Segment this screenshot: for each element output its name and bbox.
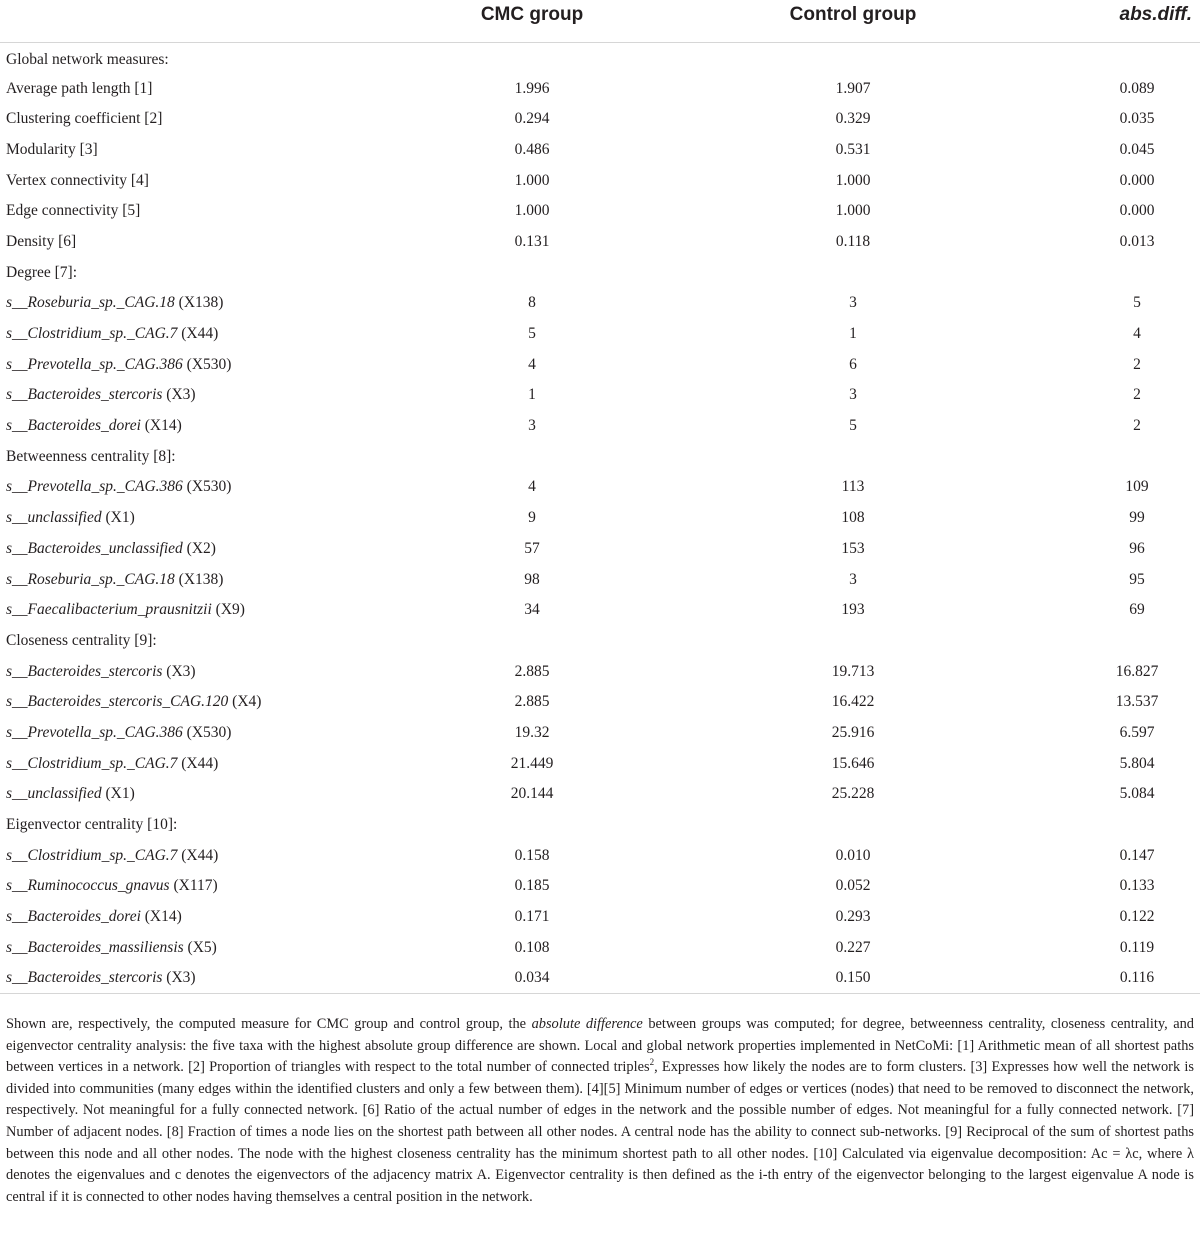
control-value: 1.000 — [835, 202, 871, 220]
table-row — [0, 748, 1200, 779]
footnote-italic-term: absolute difference — [531, 1016, 643, 1032]
control-value: 3 — [849, 570, 857, 588]
control-value: 15.646 — [831, 754, 875, 772]
table-row — [0, 135, 1200, 166]
table-row — [0, 779, 1200, 810]
row-label — [0, 595, 432, 626]
taxon-id: (X138) — [178, 570, 224, 588]
taxon-id: (X3) — [166, 386, 196, 404]
control-value: 5 — [849, 417, 857, 435]
control-value: 16.422 — [831, 693, 875, 711]
row-label — [0, 779, 432, 810]
table-row — [0, 227, 1200, 258]
abs-diff-value: 109 — [1125, 478, 1149, 496]
abs-diff-value: 0.035 — [1119, 110, 1155, 128]
taxon-name: s__Prevotella_sp._CAG.386 — [6, 723, 183, 741]
cmc-value: 0.294 — [514, 110, 550, 128]
section-row — [0, 441, 1200, 472]
abs-diff-value: 4 — [1133, 325, 1141, 343]
table-row — [0, 349, 1200, 380]
table-row — [0, 564, 1200, 595]
table-footnote — [6, 1014, 1194, 1208]
taxon-id: (X3) — [166, 662, 196, 680]
cmc-value: 1.000 — [514, 171, 550, 189]
cmc-value: 0.171 — [514, 908, 550, 926]
taxon-id: (X14) — [144, 908, 182, 926]
table-row — [0, 687, 1200, 718]
control-value: 19.713 — [831, 662, 875, 680]
abs-diff-value: 5 — [1133, 294, 1141, 312]
table-row — [0, 932, 1200, 963]
cmc-value: 2.885 — [514, 693, 550, 711]
taxon-name: s__unclassified — [6, 509, 102, 527]
taxon-name: s__Faecalibacterium_prausnitzii — [6, 601, 212, 619]
taxon-name: s__Bacteroides_dorei — [6, 417, 141, 435]
row-label — [0, 871, 432, 902]
control-value: 3 — [849, 386, 857, 404]
cmc-value: 21.449 — [510, 754, 554, 772]
section-row — [0, 626, 1200, 657]
table-row — [0, 319, 1200, 350]
abs-diff-value: 16.827 — [1115, 662, 1159, 680]
row-label — [0, 840, 432, 871]
table-row — [0, 963, 1200, 994]
cmc-value: 98 — [524, 570, 540, 588]
taxon-id: (X138) — [178, 294, 224, 312]
abs-diff-value: 0.133 — [1119, 877, 1155, 895]
abs-diff-value: 2 — [1133, 386, 1141, 404]
taxon-id: (X1) — [105, 509, 135, 527]
cmc-value: 19.32 — [514, 723, 550, 741]
cmc-value: 34 — [524, 601, 540, 619]
taxon-name: s__Roseburia_sp._CAG.18 — [6, 294, 175, 312]
control-value: 108 — [841, 509, 865, 527]
section-row — [0, 257, 1200, 288]
footnote-superscript: 2 — [649, 1057, 655, 1068]
row-label — [0, 349, 432, 380]
cmc-value: 0.131 — [514, 232, 550, 250]
footnote-text-1: Shown are, respectively, the computed measure for CMC group and control group, the — [6, 1016, 532, 1032]
abs-diff-value: 0.122 — [1119, 908, 1155, 926]
row-label — [0, 411, 432, 442]
table-row — [0, 503, 1200, 534]
row-label — [0, 288, 432, 319]
cmc-value: 5 — [528, 325, 536, 343]
taxon-id: (X44) — [181, 754, 219, 772]
table-row — [0, 411, 1200, 442]
table-row — [0, 73, 1200, 104]
row-label — [0, 963, 432, 994]
control-value: 113 — [841, 478, 865, 496]
abs-diff-value: 0.119 — [1119, 938, 1155, 956]
cmc-value: 0.486 — [514, 140, 550, 158]
taxon-name: s__Bacteroides_massiliensis — [6, 938, 184, 956]
cmc-value: 20.144 — [510, 785, 554, 803]
taxon-name: s__Clostridium_sp._CAG.7 — [6, 325, 178, 343]
table-row — [0, 196, 1200, 227]
header-blank — [0, 0, 432, 43]
row-label — [0, 932, 432, 963]
abs-diff-value: 0.000 — [1119, 202, 1155, 220]
row-label — [0, 319, 432, 350]
control-value: 1.000 — [835, 171, 871, 189]
table-row — [0, 104, 1200, 135]
footnote-text-2: between groups was computed; for degree, betweenness centrality, closeness centrality, and eigenvector centrality analysis: the five taxa with the highest absolute group difference are shown. Local and global network properties implemented in NetCoMi: [1] Arithmetic mean of all shortest paths between vertices in a network. [2] Proportion of triangles with respect to the total number of connected triples — [6, 1016, 1194, 1076]
section-label: Closeness centrality [9]: — [6, 631, 157, 649]
control-value: 3 — [849, 294, 857, 312]
header-control-group: Control group — [632, 0, 1074, 43]
taxon-name: s__Roseburia_sp._CAG.18 — [6, 570, 175, 588]
section-label: Eigenvector centrality [10]: — [6, 816, 178, 834]
table-row — [0, 288, 1200, 319]
abs-diff-value: 0.089 — [1119, 79, 1155, 97]
control-value: 6 — [849, 355, 857, 373]
control-value: 0.010 — [835, 846, 871, 864]
table-row — [0, 534, 1200, 565]
row-label — [0, 687, 432, 718]
taxon-id: (X117) — [173, 877, 218, 895]
row-label — [0, 748, 432, 779]
row-label — [0, 656, 432, 687]
control-value: 0.329 — [835, 110, 871, 128]
taxon-name: s__unclassified — [6, 785, 102, 803]
control-value: 0.293 — [835, 908, 871, 926]
row-label: Clustering coefficient [2] — [6, 110, 163, 128]
table-row — [0, 656, 1200, 687]
taxon-name: s__Clostridium_sp._CAG.7 — [6, 754, 178, 772]
abs-diff-value: 0.013 — [1119, 232, 1155, 250]
cmc-value: 9 — [528, 509, 536, 527]
table-row — [0, 840, 1200, 871]
control-value: 0.531 — [835, 140, 871, 158]
cmc-value: 4 — [528, 355, 536, 373]
row-label: Modularity [3] — [6, 140, 98, 158]
section-row — [0, 43, 1200, 74]
abs-diff-value: 5.804 — [1119, 754, 1155, 772]
control-value: 0.118 — [835, 232, 871, 250]
taxon-name: s__Bacteroides_stercoris_CAG.120 — [6, 693, 229, 711]
header-cmc-group: CMC group — [432, 0, 632, 43]
cmc-value: 1.000 — [514, 202, 550, 220]
abs-diff-value: 99 — [1129, 509, 1145, 527]
taxon-name: s__Bacteroides_stercoris — [6, 662, 163, 680]
taxon-name: s__Prevotella_sp._CAG.386 — [6, 478, 183, 496]
abs-diff-value: 0.116 — [1074, 963, 1200, 994]
abs-diff-value: 95 — [1129, 570, 1145, 588]
section-label: Betweenness centrality [8]: — [6, 447, 176, 465]
section-label: Degree [7]: — [6, 263, 77, 281]
cmc-value: 1 — [528, 386, 536, 404]
table-row — [0, 472, 1200, 503]
taxon-id: (X4) — [232, 693, 262, 711]
footnote-text-3: , Expresses how likely the nodes are to form clusters. [3] Expresses how well the network is divided into communities (many edges within the identified clusters and only a few between them). [4][5] Minimum number of edges or vertices (nodes) that need to be removed to disconnect the network, respectively. Not meaningful for a fully connected network. [6] Ratio of the actual number of edges in the network and the possible number of edges. Not meaningful for a fully connected network. [7] Number of adjacent nodes. [8] Fraction of times a node lies on the shortest path between all other nodes. A central node has the ability to connect sub-networks. [9] Reciprocal of the sum of shortest paths between this node and all other nodes. The node with the highest closeness centrality has the minimum shortest path to all other nodes. [10] Calculated via eigenvalue decomposition: Ac = λc, where λ denotes the eigenvalues and c denotes the eigenvectors of the adjacency matrix A. Eigenvector centrality is then defined as the i-th entry of the eigenvector belonging to the largest eigenvalue A node is central if it is connected to other nodes having themselves a central position in the network. — [6, 1059, 1194, 1205]
abs-diff-value: 2 — [1133, 417, 1141, 435]
row-label — [0, 534, 432, 565]
table-row — [0, 165, 1200, 196]
control-value: 0.150 — [632, 963, 1074, 994]
abs-diff-value: 0.045 — [1119, 140, 1155, 158]
abs-diff-value: 5.084 — [1119, 785, 1155, 803]
taxon-id: (X530) — [186, 355, 232, 373]
row-label: Density [6] — [6, 232, 77, 250]
abs-diff-value: 69 — [1129, 601, 1145, 619]
abs-diff-value: 2 — [1133, 355, 1141, 373]
taxon-id: (X9) — [215, 601, 245, 619]
control-value: 1 — [849, 325, 857, 343]
control-value: 25.228 — [831, 785, 875, 803]
cmc-value: 4 — [528, 478, 536, 496]
table-row — [0, 718, 1200, 749]
cmc-value: 0.158 — [514, 846, 550, 864]
abs-diff-value: 0.000 — [1119, 171, 1155, 189]
taxon-id: (X14) — [144, 417, 182, 435]
taxon-id: (X44) — [181, 325, 219, 343]
taxon-name: s__Bacteroides_dorei — [6, 908, 141, 926]
cmc-value: 57 — [524, 539, 540, 557]
taxon-id: (X3) — [166, 969, 196, 987]
taxon-name: s__Bacteroides_stercoris — [6, 386, 163, 404]
table-row — [0, 902, 1200, 933]
abs-diff-value: 96 — [1129, 539, 1145, 557]
taxon-name: s__Clostridium_sp._CAG.7 — [6, 846, 178, 864]
table-header-row — [0, 0, 1200, 43]
control-value: 153 — [841, 539, 865, 557]
control-value: 0.227 — [835, 938, 871, 956]
abs-diff-value: 13.537 — [1115, 693, 1159, 711]
table-row — [0, 380, 1200, 411]
abs-diff-value: 0.147 — [1119, 846, 1155, 864]
section-label: Global network measures: — [6, 51, 169, 69]
cmc-value: 0.185 — [514, 877, 550, 895]
table-row — [0, 871, 1200, 902]
taxon-name: s__Prevotella_sp._CAG.386 — [6, 355, 183, 373]
row-label — [0, 503, 432, 534]
row-label — [0, 902, 432, 933]
taxon-id: (X2) — [186, 539, 216, 557]
row-label: Average path length [1] — [6, 79, 153, 97]
control-value: 193 — [841, 601, 865, 619]
section-row — [0, 810, 1200, 841]
cmc-value: 3 — [528, 417, 536, 435]
row-label — [0, 718, 432, 749]
control-value: 0.052 — [835, 877, 871, 895]
taxon-id: (X530) — [186, 723, 232, 741]
row-label: Edge connectivity [5] — [6, 202, 141, 220]
control-value: 1.907 — [835, 79, 871, 97]
cmc-value: 8 — [528, 294, 536, 312]
row-label — [0, 380, 432, 411]
taxon-id: (X5) — [187, 938, 217, 956]
taxon-name: s__Bacteroides_unclassified — [6, 539, 183, 557]
taxon-id: (X44) — [181, 846, 219, 864]
taxon-name: s__Ruminococcus_gnavus — [6, 877, 170, 895]
table-body — [0, 43, 1200, 994]
taxon-name: s__Bacteroides_stercoris — [6, 969, 163, 987]
table-row — [0, 595, 1200, 626]
abs-diff-value: 6.597 — [1119, 723, 1155, 741]
cmc-value: 0.034 — [432, 963, 632, 994]
cmc-value: 0.108 — [514, 938, 550, 956]
taxon-id: (X1) — [105, 785, 135, 803]
row-label — [0, 472, 432, 503]
control-value: 25.916 — [831, 723, 875, 741]
header-abs-diff: abs.diff. — [1074, 0, 1200, 43]
row-label: Vertex connectivity [4] — [6, 171, 149, 189]
cmc-value: 1.996 — [514, 79, 550, 97]
cmc-value: 2.885 — [514, 662, 550, 680]
taxon-id: (X530) — [186, 478, 232, 496]
row-label — [0, 564, 432, 595]
